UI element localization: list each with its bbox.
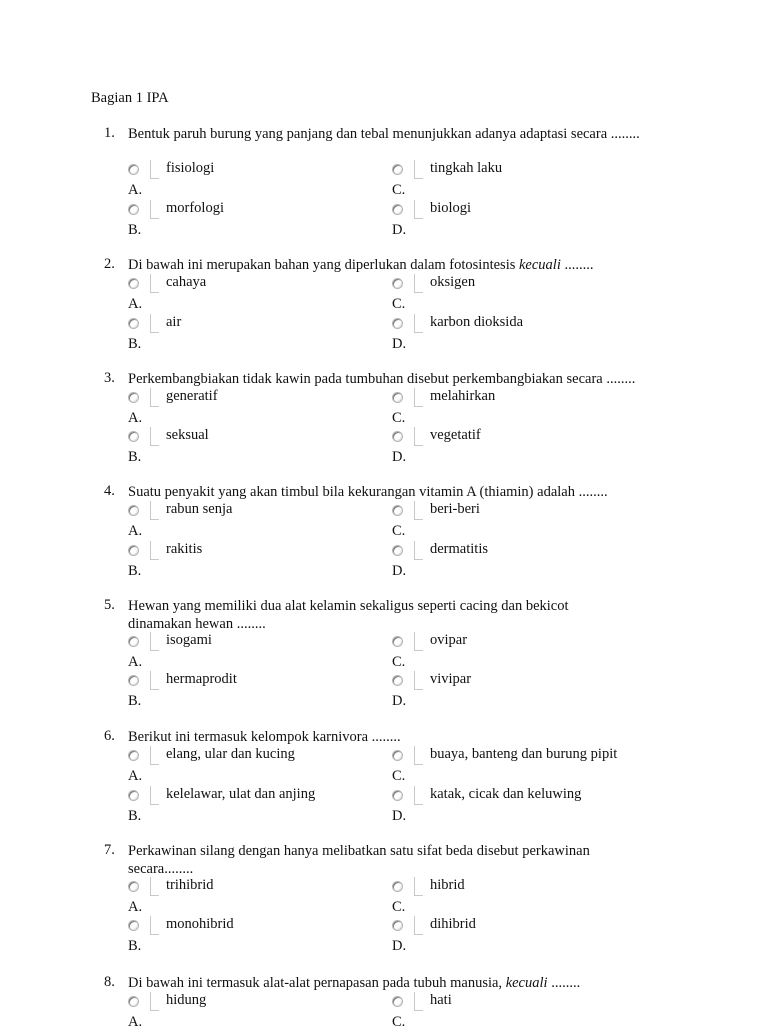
option-letter: C. bbox=[392, 410, 406, 426]
radio-button-icon[interactable] bbox=[128, 636, 139, 647]
question-text: Berikut ini termasuk kelompok karnivora ........ bbox=[128, 729, 401, 745]
divider bbox=[414, 501, 423, 520]
divider bbox=[414, 541, 423, 560]
option-label: seksual bbox=[166, 427, 209, 443]
divider bbox=[414, 200, 423, 219]
option-b[interactable] bbox=[128, 427, 378, 467]
option-label: hati bbox=[430, 992, 452, 1008]
option-label: vivipar bbox=[430, 671, 472, 687]
radio-button-icon[interactable] bbox=[392, 392, 403, 403]
option-letter: A. bbox=[128, 523, 143, 539]
divider bbox=[150, 877, 159, 896]
option-letter: A. bbox=[128, 899, 143, 915]
option-letter: C. bbox=[392, 768, 406, 784]
option-letter: D. bbox=[392, 693, 407, 709]
divider bbox=[150, 314, 159, 333]
radio-button-icon[interactable] bbox=[128, 996, 139, 1007]
divider bbox=[150, 501, 159, 520]
question-text: Di bawah ini termasuk alat-alat pernapasan pada tubuh manusia, kecuali ........ bbox=[128, 975, 581, 991]
option-d[interactable] bbox=[392, 671, 642, 711]
option-c[interactable] bbox=[392, 992, 642, 1032]
divider bbox=[414, 671, 423, 690]
option-label: dermatitis bbox=[430, 541, 488, 557]
option-letter: D. bbox=[392, 336, 407, 352]
section-title: Bagian 1 IPA bbox=[91, 90, 169, 106]
divider bbox=[150, 746, 159, 765]
option-letter: D. bbox=[392, 449, 407, 465]
question-number: 6. bbox=[104, 728, 115, 744]
option-label: melahirkan bbox=[430, 388, 496, 404]
divider bbox=[414, 274, 423, 293]
option-label: generatif bbox=[166, 388, 218, 404]
option-label: oksigen bbox=[430, 274, 476, 290]
question-number: 4. bbox=[104, 483, 115, 499]
option-letter: B. bbox=[128, 808, 142, 824]
radio-button-icon[interactable] bbox=[392, 675, 403, 686]
divider bbox=[414, 427, 423, 446]
option-label: morfologi bbox=[166, 200, 224, 216]
divider bbox=[150, 992, 159, 1011]
radio-button-icon[interactable] bbox=[392, 920, 403, 931]
option-d[interactable] bbox=[392, 916, 642, 956]
option-letter: C. bbox=[392, 182, 406, 198]
radio-button-icon[interactable] bbox=[128, 392, 139, 403]
option-letter: B. bbox=[128, 336, 142, 352]
option-a[interactable] bbox=[128, 501, 378, 541]
option-letter: A. bbox=[128, 296, 143, 312]
radio-button-icon[interactable] bbox=[128, 675, 139, 686]
option-label: rakitis bbox=[166, 541, 203, 557]
radio-button-icon[interactable] bbox=[392, 164, 403, 175]
option-letter: D. bbox=[392, 563, 407, 579]
option-c[interactable] bbox=[392, 274, 642, 314]
question-text: Hewan yang memiliki dua alat kelamin sekaligus seperti cacing dan bekicot dinamakan hewan ........ bbox=[128, 598, 569, 632]
divider bbox=[414, 314, 423, 333]
option-c[interactable] bbox=[392, 632, 642, 672]
option-a[interactable] bbox=[128, 992, 378, 1032]
question-number: 1. bbox=[104, 125, 115, 141]
option-b[interactable] bbox=[128, 786, 378, 826]
option-letter: A. bbox=[128, 1014, 143, 1030]
radio-button-icon[interactable] bbox=[392, 996, 403, 1007]
radio-button-icon[interactable] bbox=[392, 750, 403, 761]
question-text: Bentuk paruh burung yang panjang dan tebal menunjukkan adanya adaptasi secara ........ bbox=[128, 126, 640, 142]
option-label: fisiologi bbox=[166, 160, 215, 176]
option-label: isogami bbox=[166, 632, 212, 648]
option-label: monohibrid bbox=[166, 916, 234, 932]
question-text: Di bawah ini merupakan bahan yang diperlukan dalam fotosintesis kecuali ........ bbox=[128, 257, 594, 273]
option-label: buaya, banteng dan burung pipit bbox=[430, 746, 618, 762]
radio-button-icon[interactable] bbox=[128, 318, 139, 329]
radio-button-icon[interactable] bbox=[392, 790, 403, 801]
option-b[interactable] bbox=[128, 916, 378, 956]
option-c[interactable] bbox=[392, 877, 642, 917]
question-number: 7. bbox=[104, 842, 115, 858]
radio-button-icon[interactable] bbox=[128, 505, 139, 516]
divider bbox=[150, 541, 159, 560]
divider bbox=[150, 427, 159, 446]
option-b[interactable] bbox=[128, 200, 378, 240]
radio-button-icon[interactable] bbox=[128, 204, 139, 215]
option-letter: B. bbox=[128, 222, 142, 238]
option-c[interactable] bbox=[392, 388, 642, 428]
option-label: trihibrid bbox=[166, 877, 214, 893]
option-d[interactable] bbox=[392, 786, 642, 826]
radio-button-icon[interactable] bbox=[128, 920, 139, 931]
radio-button-icon[interactable] bbox=[392, 431, 403, 442]
radio-button-icon[interactable] bbox=[392, 318, 403, 329]
option-label: beri-beri bbox=[430, 501, 480, 517]
option-label: kelelawar, ulat dan anjing bbox=[166, 786, 316, 802]
option-letter: A. bbox=[128, 410, 143, 426]
option-d[interactable] bbox=[392, 541, 642, 581]
divider bbox=[150, 200, 159, 219]
radio-button-icon[interactable] bbox=[392, 881, 403, 892]
option-a[interactable] bbox=[128, 746, 378, 786]
option-letter: D. bbox=[392, 938, 407, 954]
radio-button-icon[interactable] bbox=[128, 164, 139, 175]
option-letter: C. bbox=[392, 654, 406, 670]
question-number: 8. bbox=[104, 974, 115, 990]
option-letter: B. bbox=[128, 938, 142, 954]
option-label: tingkah laku bbox=[430, 160, 503, 176]
option-b[interactable] bbox=[128, 541, 378, 581]
option-d[interactable] bbox=[392, 200, 642, 240]
radio-button-icon[interactable] bbox=[128, 790, 139, 801]
radio-button-icon[interactable] bbox=[392, 505, 403, 516]
option-label: ovipar bbox=[430, 632, 468, 648]
option-letter: C. bbox=[392, 296, 406, 312]
option-letter: B. bbox=[128, 449, 142, 465]
option-label: dihibrid bbox=[430, 916, 476, 932]
option-letter: C. bbox=[392, 523, 406, 539]
option-letter: D. bbox=[392, 222, 407, 238]
option-label: biologi bbox=[430, 200, 472, 216]
divider bbox=[414, 746, 423, 765]
option-a[interactable] bbox=[128, 160, 378, 200]
radio-button-icon[interactable] bbox=[128, 278, 139, 289]
option-d[interactable] bbox=[392, 427, 642, 467]
divider bbox=[414, 160, 423, 179]
option-c[interactable] bbox=[392, 501, 642, 541]
option-letter: A. bbox=[128, 182, 143, 198]
question-text: Perkawinan silang dengan hanya melibatkan satu sifat beda disebut perkawinan secara........ bbox=[128, 843, 590, 877]
option-c[interactable] bbox=[392, 746, 642, 786]
option-letter: B. bbox=[128, 693, 142, 709]
radio-button-icon[interactable] bbox=[128, 881, 139, 892]
option-label: elang, ular dan kucing bbox=[166, 746, 295, 762]
divider bbox=[150, 160, 159, 179]
radio-button-icon[interactable] bbox=[392, 204, 403, 215]
option-letter: B. bbox=[128, 563, 142, 579]
divider bbox=[150, 916, 159, 935]
radio-button-icon[interactable] bbox=[392, 545, 403, 556]
option-letter: A. bbox=[128, 654, 143, 670]
radio-button-icon[interactable] bbox=[128, 750, 139, 761]
option-a[interactable] bbox=[128, 388, 378, 428]
question-text: Perkembangbiakan tidak kawin pada tumbuhan disebut perkembangbiakan secara ........ bbox=[128, 371, 636, 387]
divider bbox=[150, 632, 159, 651]
question-number: 3. bbox=[104, 370, 115, 386]
option-label: hermaprodit bbox=[166, 671, 237, 687]
radio-button-icon[interactable] bbox=[392, 636, 403, 647]
divider bbox=[414, 877, 423, 896]
radio-button-icon[interactable] bbox=[128, 431, 139, 442]
option-b[interactable] bbox=[128, 314, 378, 354]
divider bbox=[414, 916, 423, 935]
option-a[interactable] bbox=[128, 632, 378, 672]
divider bbox=[150, 671, 159, 690]
option-label: cahaya bbox=[166, 274, 207, 290]
option-b[interactable] bbox=[128, 671, 378, 711]
option-letter: D. bbox=[392, 808, 407, 824]
option-label: vegetatif bbox=[430, 427, 481, 443]
option-d[interactable] bbox=[392, 314, 642, 354]
option-c[interactable] bbox=[392, 160, 642, 200]
option-letter: A. bbox=[128, 768, 143, 784]
divider bbox=[414, 388, 423, 407]
option-a[interactable] bbox=[128, 877, 378, 917]
divider bbox=[414, 786, 423, 805]
divider bbox=[150, 274, 159, 293]
option-label: rabun senja bbox=[166, 501, 233, 517]
divider bbox=[150, 388, 159, 407]
option-label: hibrid bbox=[430, 877, 465, 893]
option-label: air bbox=[166, 314, 182, 330]
question-text: Suatu penyakit yang akan timbul bila kekurangan vitamin A (thiamin) adalah ........ bbox=[128, 484, 608, 500]
divider bbox=[414, 632, 423, 651]
option-label: karbon dioksida bbox=[430, 314, 524, 330]
divider bbox=[150, 786, 159, 805]
option-a[interactable] bbox=[128, 274, 378, 314]
radio-button-icon[interactable] bbox=[392, 278, 403, 289]
option-letter: C. bbox=[392, 1014, 406, 1030]
option-label: katak, cicak dan keluwing bbox=[430, 786, 582, 802]
question-number: 5. bbox=[104, 597, 115, 613]
divider bbox=[414, 992, 423, 1011]
radio-button-icon[interactable] bbox=[128, 545, 139, 556]
option-letter: C. bbox=[392, 899, 406, 915]
question-number: 2. bbox=[104, 256, 115, 272]
option-label: hidung bbox=[166, 992, 207, 1008]
